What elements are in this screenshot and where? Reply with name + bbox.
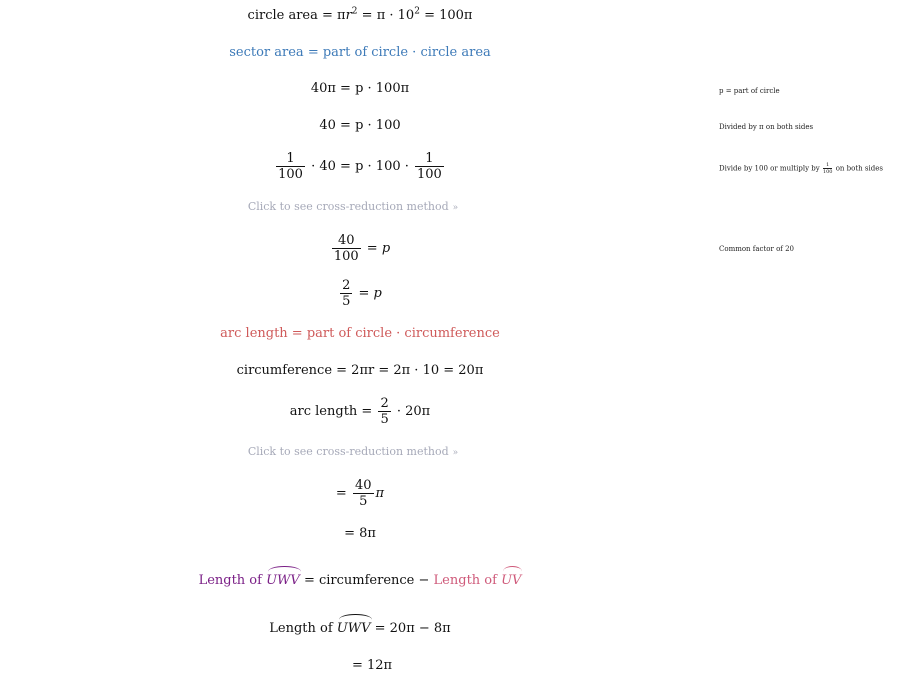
equation-rhs: = 20π − 8π bbox=[374, 621, 451, 636]
major-arc-uwv: UWV bbox=[266, 573, 300, 588]
equation-circle-area: circle area = $\pi r^2 = \pi \cdot 10^2 = 100\pi$ bbox=[247, 6, 473, 23]
note-text-b: on both sides bbox=[835, 164, 883, 173]
minor-arc-label: Length of bbox=[433, 573, 497, 588]
note-p-definition: p = part of circle bbox=[719, 87, 780, 95]
note-fraction bbox=[823, 162, 833, 175]
arc-length-lhs: arc length = bbox=[289, 404, 373, 419]
note-common-factor: Common factor of 20 bbox=[719, 245, 795, 253]
equation-final-answer bbox=[0, 657, 720, 675]
arc-length-rhs: · 20π bbox=[396, 404, 431, 419]
note-text-a: Divide by 100 or multiply by bbox=[719, 164, 820, 173]
fraction-numerator: 40 bbox=[332, 233, 361, 249]
equation-circumference: circumference = 2πr = 2π · 10 = 20π bbox=[236, 363, 484, 378]
cross-reduction-toggle-2[interactable] bbox=[0, 445, 706, 458]
equation-arc-length-substitution bbox=[0, 396, 720, 427]
fraction-40-5 bbox=[353, 478, 374, 509]
equation-eight-pi: = 8π bbox=[344, 526, 376, 541]
fraction-denominator: 5 bbox=[359, 494, 368, 509]
note-fraction-denominator: 100 bbox=[822, 169, 833, 175]
radius-symbol: r bbox=[345, 8, 352, 23]
fraction-numerator: 2 bbox=[342, 278, 351, 293]
fraction-numerator: 2 bbox=[380, 396, 389, 411]
note-divide-by-100 bbox=[719, 162, 907, 175]
equation-divide-pi: 40 = p · 100 bbox=[319, 118, 401, 133]
fraction-denominator: 100 bbox=[333, 249, 359, 264]
final-answer: = 12π bbox=[351, 658, 393, 673]
circle-area-lhs: circle area bbox=[247, 8, 318, 23]
chevron-down-icon: » bbox=[452, 448, 459, 458]
cross-reduction-toggle-1[interactable] bbox=[0, 200, 706, 213]
equation-two-fifths bbox=[0, 278, 720, 309]
fraction-one-hundredth bbox=[276, 151, 305, 182]
equation-rhs: = p bbox=[358, 286, 382, 301]
circle-area-result: = 100π bbox=[424, 8, 473, 23]
fraction-numerator: 1 bbox=[415, 151, 444, 167]
equation-forty-fifths-pi bbox=[0, 478, 720, 509]
major-arc-label: Length of bbox=[198, 573, 262, 588]
chevron-down-icon: » bbox=[452, 203, 459, 213]
equation-forty-over-hundred bbox=[0, 233, 720, 264]
fraction-denominator: 100 bbox=[278, 167, 303, 182]
cross-reduction-label: Click to see cross-reduction method bbox=[247, 200, 449, 213]
equation-arc-length-definition: arc length = part of circle · circumference bbox=[220, 326, 500, 341]
equation-middle: · 40 = p · 100 · bbox=[311, 159, 409, 174]
exponent: 2 bbox=[351, 6, 358, 17]
cross-reduction-label: Click to see cross-reduction method bbox=[247, 445, 449, 458]
equation-multiply-reciprocal bbox=[0, 151, 720, 182]
fraction-denominator: 5 bbox=[380, 412, 389, 427]
pi-times-ten: π · 10 bbox=[376, 8, 415, 23]
major-arc-label: Length of bbox=[269, 621, 333, 636]
fraction-denominator: 100 bbox=[417, 167, 442, 182]
equation-major-arc bbox=[0, 572, 720, 590]
major-arc-uwv-2: UWV bbox=[336, 621, 371, 636]
equals-sign: = bbox=[335, 486, 347, 501]
pi-symbol: π bbox=[375, 486, 385, 501]
fraction-2-5 bbox=[340, 278, 352, 309]
exponent-2: 2 bbox=[414, 6, 420, 17]
fraction-numerator: 40 bbox=[354, 478, 372, 493]
note-fraction-numerator: 1 bbox=[823, 162, 833, 169]
equation-rhs: = p bbox=[366, 241, 391, 256]
equation-sector-substitution: 40π = p · 100π bbox=[310, 81, 410, 96]
fraction-numerator: 1 bbox=[276, 151, 305, 167]
equation-major-arc-substitution bbox=[0, 620, 720, 638]
equation-sector-area-definition: sector area = part of circle · circle area bbox=[229, 45, 491, 60]
note-divided-by-pi: Divided by π on both sides bbox=[719, 123, 814, 131]
minor-arc-uv: UV bbox=[501, 573, 522, 588]
fraction-2-5-b bbox=[378, 396, 390, 427]
equation-middle: = circumference − bbox=[303, 573, 430, 588]
fraction-one-hundredth-2 bbox=[415, 151, 444, 182]
fraction-denominator: 5 bbox=[342, 294, 351, 309]
fraction-40-100 bbox=[332, 233, 361, 264]
